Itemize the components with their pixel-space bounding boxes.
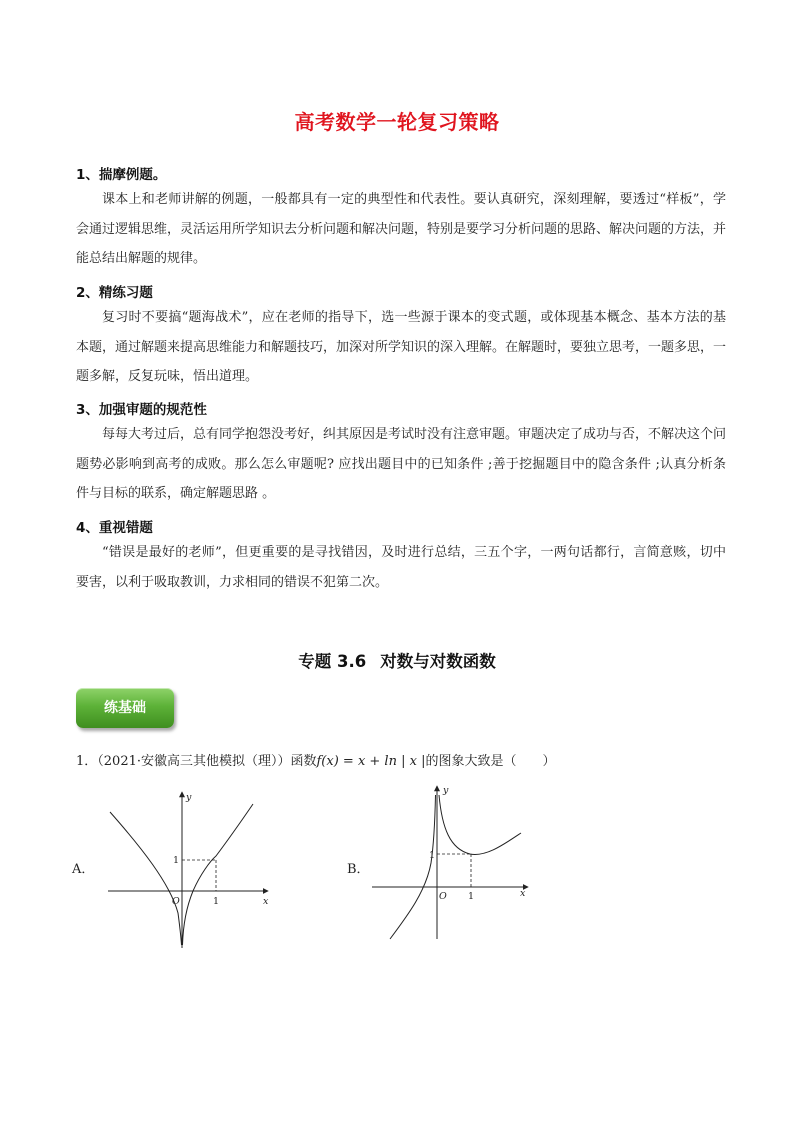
option-a-y-label: y — [186, 792, 192, 803]
option-a-curve-left — [110, 812, 182, 945]
page-title: 高考数学一轮复习策略 — [294, 110, 500, 134]
section-heading-4: 4、重视错题 — [76, 520, 153, 536]
topic-title — [0, 648, 794, 672]
option-b-label[interactable]: B． — [347, 862, 370, 877]
option-b-curve-left — [390, 795, 436, 939]
option-a-label[interactable]: A． — [72, 862, 95, 877]
option-b-curve-right — [439, 795, 521, 854]
option-b-origin-label: O — [439, 891, 447, 902]
option-b-tick-y-1: 1 — [429, 850, 436, 861]
option-a-graph[interactable] — [100, 788, 275, 953]
section-heading-2: 2、精练习题 — [76, 285, 153, 301]
option-a-curve-right — [183, 804, 254, 945]
option-a-tick-y-1: 1 — [173, 855, 180, 866]
option-b-x-label: x — [520, 888, 526, 899]
question-formula: f(x) = x + ln | x | — [316, 754, 426, 769]
question-source: （2021·安徽高三其他模拟（理））函数 — [97, 754, 317, 769]
practice-badge: 练基础 — [76, 688, 174, 728]
topic-prefix: 专题 3.6 — [298, 652, 367, 671]
section-paragraph-1: 课本上和老师讲解的例题，一般都具有一定的典型性和代表性。要认真研究，深刻理解，要透过“样板”，学会通过逻辑思维，灵活运用所学知识去分析问题和解决问题，特别是要学习分析问题的思路、解决问题的方法，并能总结出解题的规律。 — [76, 192, 727, 266]
option-b-y-label: y — [443, 785, 449, 796]
question-number: 1． — [76, 754, 98, 769]
section-heading-3: 3、加强审题的规范性 — [76, 402, 207, 418]
section-paragraph-2: 复习时不要搞“题海战术”，应在老师的指导下，选一些源于课本的变式题，或体现基本概念、基本方法的基本题，通过解题来提高思维能力和解题技巧，加深对所学知识的深入理解。在解题时，要独立思考，一题多思，一题多解，反复玩味，悟出道理。 — [76, 310, 727, 384]
option-a-x-label: x — [263, 896, 269, 907]
question-suffix: 的图象大致是（ — [425, 754, 517, 769]
question-1 — [76, 750, 555, 769]
section-paragraph-4: “错误是最好的老师”，但更重要的是寻找错因，及时进行总结，三五个字，一两句话都行，言简意赅，切中要害，以利于吸取教训，力求相同的错误不犯第二次。 — [76, 545, 726, 590]
topic-name: 对数与对数函数 — [380, 652, 496, 671]
option-b-graph[interactable] — [368, 783, 533, 943]
option-a-tick-x-1: 1 — [213, 896, 220, 907]
section-heading-1: 1、揣摩例题。 — [76, 167, 167, 183]
option-b-tick-x-1: 1 — [468, 891, 475, 902]
question-close: ） — [542, 754, 556, 769]
option-a-origin-label: O — [172, 896, 180, 907]
section-paragraph-3: 每每大考过后，总有同学抱怨没考好，纠其原因是考试时没有注意审题。审题决定了成功与否，不解决这个问题势必影响到高考的成败。那么怎么审题呢? 应找出题目中的已知条件 ;善于挖掘题目中的隐含条件 ;认真分析条件与目标的联系，确定解题思路 。 — [76, 427, 727, 501]
